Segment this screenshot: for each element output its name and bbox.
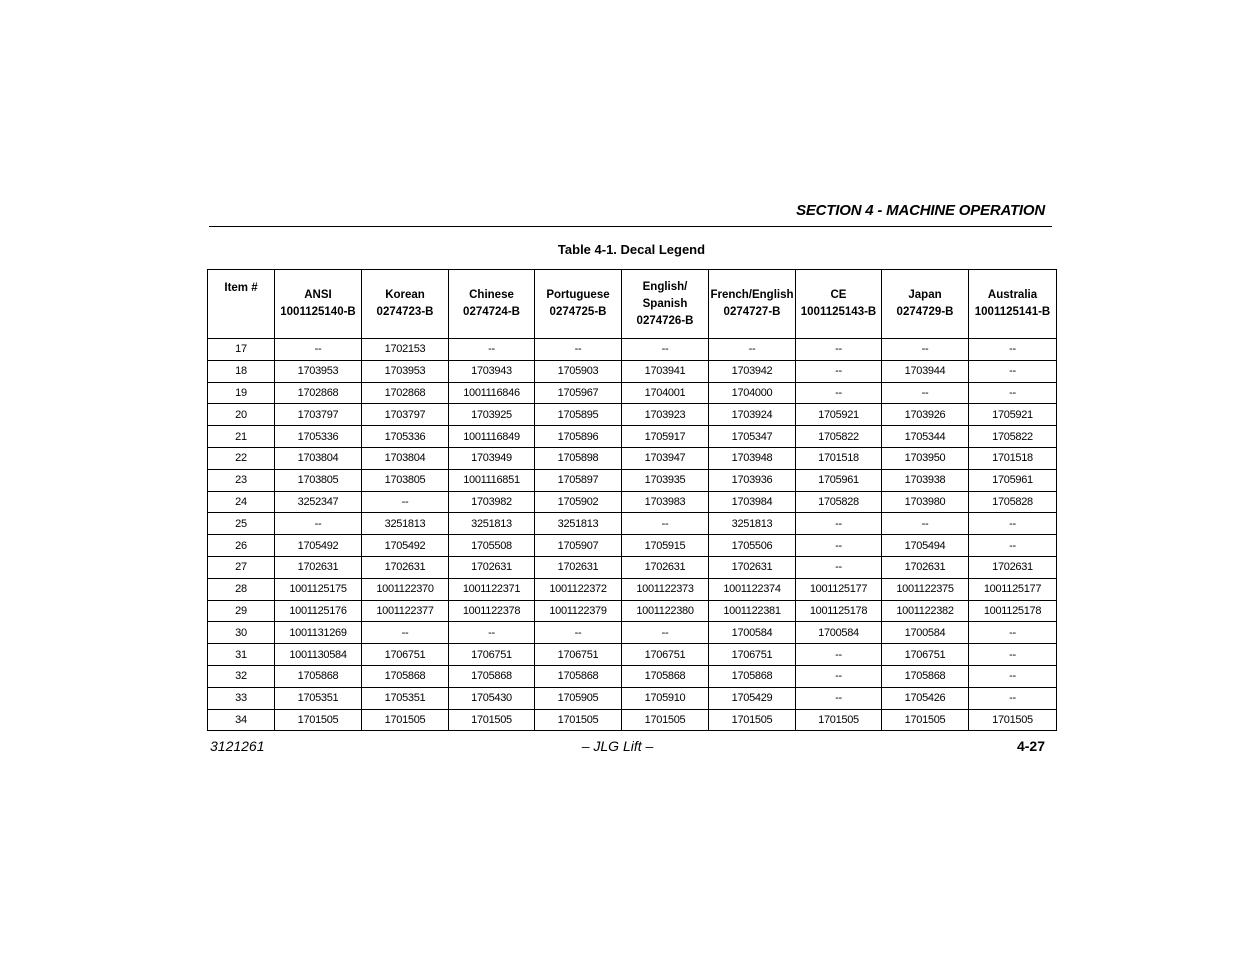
part-number-cell: -- (449, 339, 535, 361)
column-header-line: Item # (224, 282, 258, 294)
part-number-cell: 1001131269 (275, 622, 362, 644)
table-row (208, 665, 1057, 687)
part-number-cell: 1701505 (275, 709, 362, 731)
publisher-label: – JLG Lift – (581, 738, 654, 754)
part-number-cell: 1001130584 (275, 644, 362, 666)
column-header-line: 1001125140-B (280, 306, 356, 318)
item-number-cell: 27 (208, 556, 275, 578)
part-number-cell: 1703797 (275, 404, 362, 426)
part-number-cell: 1001122374 (709, 578, 796, 600)
column-header-line: ANSI (304, 289, 332, 301)
part-number-cell: 1703941 (622, 360, 709, 382)
part-number-cell: 1702631 (275, 556, 362, 578)
part-number-cell: 3251813 (535, 513, 622, 535)
item-number-cell: 18 (208, 360, 275, 382)
part-number-cell: -- (969, 687, 1057, 709)
table-row (208, 404, 1057, 426)
part-number-cell: 1703925 (449, 404, 535, 426)
part-number-cell: 1702631 (362, 556, 449, 578)
part-number-cell: 1705897 (535, 469, 622, 491)
column-header-line: 0274725-B (549, 306, 607, 318)
part-number-cell: 1001116849 (449, 426, 535, 448)
column-header-line: Portuguese (546, 289, 610, 301)
part-number-cell: 1706751 (449, 644, 535, 666)
part-number-cell: 1705915 (622, 535, 709, 557)
table-row (208, 469, 1057, 491)
column-header (709, 270, 796, 339)
part-number-cell: 1703949 (449, 447, 535, 469)
part-number-cell: 1700584 (882, 622, 969, 644)
part-number-cell: -- (796, 360, 882, 382)
table-row (208, 360, 1057, 382)
part-number-cell: -- (796, 382, 882, 404)
table-row (208, 382, 1057, 404)
part-number-cell: 1703944 (882, 360, 969, 382)
column-header (535, 270, 622, 339)
part-number-cell: 1001116851 (449, 469, 535, 491)
part-number-cell: 1701505 (449, 709, 535, 731)
column-header (208, 270, 275, 339)
part-number-cell: 1702631 (535, 556, 622, 578)
part-number-cell: 1706751 (709, 644, 796, 666)
part-number-cell: -- (882, 513, 969, 535)
part-number-cell: 1705921 (796, 404, 882, 426)
part-number-cell: 1705902 (535, 491, 622, 513)
part-number-cell: 1705430 (449, 687, 535, 709)
part-number-cell: -- (796, 556, 882, 578)
part-number-cell: 1700584 (796, 622, 882, 644)
part-number-cell: -- (796, 535, 882, 557)
part-number-cell: 1705347 (709, 426, 796, 448)
part-number-cell: 1705351 (275, 687, 362, 709)
part-number-cell: 1001122371 (449, 578, 535, 600)
part-number-cell: -- (969, 382, 1057, 404)
part-number-cell: -- (796, 644, 882, 666)
part-number-cell: 1001122370 (362, 578, 449, 600)
part-number-cell: 1703982 (449, 491, 535, 513)
table-row (208, 535, 1057, 557)
part-number-cell: -- (275, 513, 362, 535)
part-number-cell: 1705907 (535, 535, 622, 557)
part-number-cell: -- (969, 339, 1057, 361)
part-number-cell: 1705868 (622, 665, 709, 687)
part-number-cell: 1001122378 (449, 600, 535, 622)
column-header-line: 0274723-B (376, 306, 434, 318)
part-number-cell: 1705961 (969, 469, 1057, 491)
part-number-cell: 3251813 (449, 513, 535, 535)
table-caption: Table 4-1. Decal Legend (557, 242, 706, 257)
item-number-cell: 22 (208, 447, 275, 469)
part-number-cell: 1705508 (449, 535, 535, 557)
table-row (208, 622, 1057, 644)
part-number-cell: 1700584 (709, 622, 796, 644)
table-row (208, 600, 1057, 622)
item-number-cell: 21 (208, 426, 275, 448)
part-number-cell: 1703983 (622, 491, 709, 513)
item-number-cell: 23 (208, 469, 275, 491)
part-number-cell: 1703926 (882, 404, 969, 426)
part-number-cell: 1705868 (362, 665, 449, 687)
part-number-cell: 1705896 (535, 426, 622, 448)
part-number-cell: 1702631 (709, 556, 796, 578)
part-number-cell: 1705905 (535, 687, 622, 709)
table-row (208, 513, 1057, 535)
column-header-line: 0274729-B (896, 306, 954, 318)
part-number-cell: 1705910 (622, 687, 709, 709)
part-number-cell: -- (535, 339, 622, 361)
part-number-cell: 1001125176 (275, 600, 362, 622)
part-number-cell: 1703948 (709, 447, 796, 469)
part-number-cell: -- (796, 513, 882, 535)
part-number-cell: 1705868 (275, 665, 362, 687)
part-number-cell: -- (449, 622, 535, 644)
part-number-cell: 1701505 (969, 709, 1057, 731)
part-number-cell: 1706751 (622, 644, 709, 666)
part-number-cell: 1702868 (362, 382, 449, 404)
part-number-cell: 1705903 (535, 360, 622, 382)
table-row (208, 687, 1057, 709)
part-number-cell: 1705822 (969, 426, 1057, 448)
table-row (208, 709, 1057, 731)
part-number-cell: 1001125177 (796, 578, 882, 600)
part-number-cell: 1703942 (709, 360, 796, 382)
part-number-cell: 1705506 (709, 535, 796, 557)
part-number-cell: 1705336 (275, 426, 362, 448)
part-number-cell: -- (969, 360, 1057, 382)
part-number-cell: -- (535, 622, 622, 644)
column-header-line: CE (830, 289, 847, 301)
item-number-cell: 29 (208, 600, 275, 622)
table-row (208, 491, 1057, 513)
part-number-cell: 1705868 (535, 665, 622, 687)
part-number-cell: -- (362, 622, 449, 644)
part-number-cell: -- (969, 665, 1057, 687)
part-number-cell: 1704001 (622, 382, 709, 404)
item-number-cell: 31 (208, 644, 275, 666)
part-number-cell: 1705868 (709, 665, 796, 687)
part-number-cell: 1702631 (449, 556, 535, 578)
part-number-cell: 1702868 (275, 382, 362, 404)
decal-legend-table (207, 269, 1057, 731)
column-header-line: Korean (385, 289, 425, 301)
item-number-cell: 24 (208, 491, 275, 513)
part-number-cell: 1703953 (275, 360, 362, 382)
part-number-cell: 1705492 (275, 535, 362, 557)
item-number-cell: 34 (208, 709, 275, 731)
part-number-cell: 1703947 (622, 447, 709, 469)
part-number-cell: 1701505 (882, 709, 969, 731)
part-number-cell: 1705426 (882, 687, 969, 709)
page-number: 4-27 (1016, 738, 1045, 754)
part-number-cell: -- (796, 339, 882, 361)
table-row (208, 578, 1057, 600)
doc-number: 3121261 (210, 738, 265, 754)
part-number-cell: 1701518 (796, 447, 882, 469)
part-number-cell: 1701505 (709, 709, 796, 731)
column-header-line: Spanish (642, 297, 688, 310)
part-number-cell: 1705822 (796, 426, 882, 448)
part-number-cell: 1705868 (449, 665, 535, 687)
part-number-cell: 1001122377 (362, 600, 449, 622)
item-number-cell: 26 (208, 535, 275, 557)
part-number-cell: -- (709, 339, 796, 361)
column-header-line: Australia (987, 289, 1038, 301)
part-number-cell: 3251813 (709, 513, 796, 535)
part-number-cell: 1702631 (622, 556, 709, 578)
section-title: SECTION 4 - MACHINE OPERATION (796, 202, 1045, 219)
table-row (208, 447, 1057, 469)
part-number-cell: 1703923 (622, 404, 709, 426)
item-number-cell: 25 (208, 513, 275, 535)
part-number-cell: -- (969, 535, 1057, 557)
part-number-cell: 1703950 (882, 447, 969, 469)
part-number-cell: 1001125178 (796, 600, 882, 622)
part-number-cell: 1705895 (535, 404, 622, 426)
part-number-cell: 1703938 (882, 469, 969, 491)
part-number-cell: 1705351 (362, 687, 449, 709)
column-header-line: 0274726-B (636, 314, 694, 327)
part-number-cell: 1001122373 (622, 578, 709, 600)
part-number-cell: 1705868 (882, 665, 969, 687)
part-number-cell: 1705828 (796, 491, 882, 513)
table-header-row (208, 270, 1057, 339)
part-number-cell: 1703936 (709, 469, 796, 491)
part-number-cell: 1703804 (275, 447, 362, 469)
part-number-cell: 1706751 (882, 644, 969, 666)
column-header-line: English/ (642, 280, 688, 293)
part-number-cell: 3251813 (362, 513, 449, 535)
part-number-cell: 1001116846 (449, 382, 535, 404)
part-number-cell: 1001125177 (969, 578, 1057, 600)
part-number-cell: 1701518 (969, 447, 1057, 469)
item-number-cell: 20 (208, 404, 275, 426)
column-header (362, 270, 449, 339)
part-number-cell: 1703797 (362, 404, 449, 426)
column-header (796, 270, 882, 339)
part-number-cell: 1001125175 (275, 578, 362, 600)
table-row (208, 644, 1057, 666)
column-header-line: 0274727-B (723, 306, 781, 318)
column-header (622, 270, 709, 339)
column-header (275, 270, 362, 339)
part-number-cell: 1001122380 (622, 600, 709, 622)
part-number-cell: 1705492 (362, 535, 449, 557)
part-number-cell: 1705429 (709, 687, 796, 709)
part-number-cell: 1705961 (796, 469, 882, 491)
part-number-cell: -- (622, 513, 709, 535)
column-header-line: French/English (710, 289, 794, 301)
part-number-cell: -- (622, 622, 709, 644)
part-number-cell: 1001122372 (535, 578, 622, 600)
part-number-cell: 1706751 (535, 644, 622, 666)
table-row (208, 426, 1057, 448)
column-header-line: 1001125143-B (800, 306, 877, 318)
column-header-line: Japan (908, 289, 942, 301)
part-number-cell: -- (362, 491, 449, 513)
part-number-cell: 1703805 (362, 469, 449, 491)
column-header (449, 270, 535, 339)
part-number-cell: -- (969, 513, 1057, 535)
part-number-cell: 1701505 (622, 709, 709, 731)
part-number-cell: 3252347 (275, 491, 362, 513)
part-number-cell: -- (969, 622, 1057, 644)
part-number-cell: 1704000 (709, 382, 796, 404)
column-header-line: Chinese (469, 289, 514, 301)
part-number-cell: 1703924 (709, 404, 796, 426)
column-header-line: 0274724-B (463, 306, 520, 318)
column-header (882, 270, 969, 339)
part-number-cell: 1701505 (535, 709, 622, 731)
table-row (208, 556, 1057, 578)
part-number-cell: -- (882, 339, 969, 361)
part-number-cell: 1703943 (449, 360, 535, 382)
part-number-cell: 1705921 (969, 404, 1057, 426)
part-number-cell: -- (275, 339, 362, 361)
item-number-cell: 19 (208, 382, 275, 404)
item-number-cell: 30 (208, 622, 275, 644)
part-number-cell: 1703935 (622, 469, 709, 491)
part-number-cell: 1001122375 (882, 578, 969, 600)
part-number-cell: 1701505 (362, 709, 449, 731)
part-number-cell: 1706751 (362, 644, 449, 666)
part-number-cell: 1705336 (362, 426, 449, 448)
part-number-cell: 1001122379 (535, 600, 622, 622)
part-number-cell: -- (969, 644, 1057, 666)
item-number-cell: 17 (208, 339, 275, 361)
column-header-line: 1001125141-B (974, 306, 1051, 318)
part-number-cell: 1001122382 (882, 600, 969, 622)
part-number-cell: 1705344 (882, 426, 969, 448)
part-number-cell: 1001125178 (969, 600, 1057, 622)
part-number-cell: 1705917 (622, 426, 709, 448)
part-number-cell: -- (882, 382, 969, 404)
table-row (208, 339, 1057, 361)
part-number-cell: 1705494 (882, 535, 969, 557)
column-header (969, 270, 1057, 339)
part-number-cell: 1702631 (882, 556, 969, 578)
item-number-cell: 33 (208, 687, 275, 709)
part-number-cell: 1701505 (796, 709, 882, 731)
part-number-cell: 1703980 (882, 491, 969, 513)
part-number-cell: 1001122381 (709, 600, 796, 622)
header-rule (209, 226, 1052, 227)
part-number-cell: -- (622, 339, 709, 361)
item-number-cell: 28 (208, 578, 275, 600)
item-number-cell: 32 (208, 665, 275, 687)
part-number-cell: 1702153 (362, 339, 449, 361)
part-number-cell: 1703805 (275, 469, 362, 491)
part-number-cell: 1705967 (535, 382, 622, 404)
part-number-cell: 1703984 (709, 491, 796, 513)
part-number-cell: 1705898 (535, 447, 622, 469)
part-number-cell: -- (796, 687, 882, 709)
part-number-cell: -- (796, 665, 882, 687)
part-number-cell: 1703804 (362, 447, 449, 469)
part-number-cell: 1705828 (969, 491, 1057, 513)
part-number-cell: 1702631 (969, 556, 1057, 578)
part-number-cell: 1703953 (362, 360, 449, 382)
